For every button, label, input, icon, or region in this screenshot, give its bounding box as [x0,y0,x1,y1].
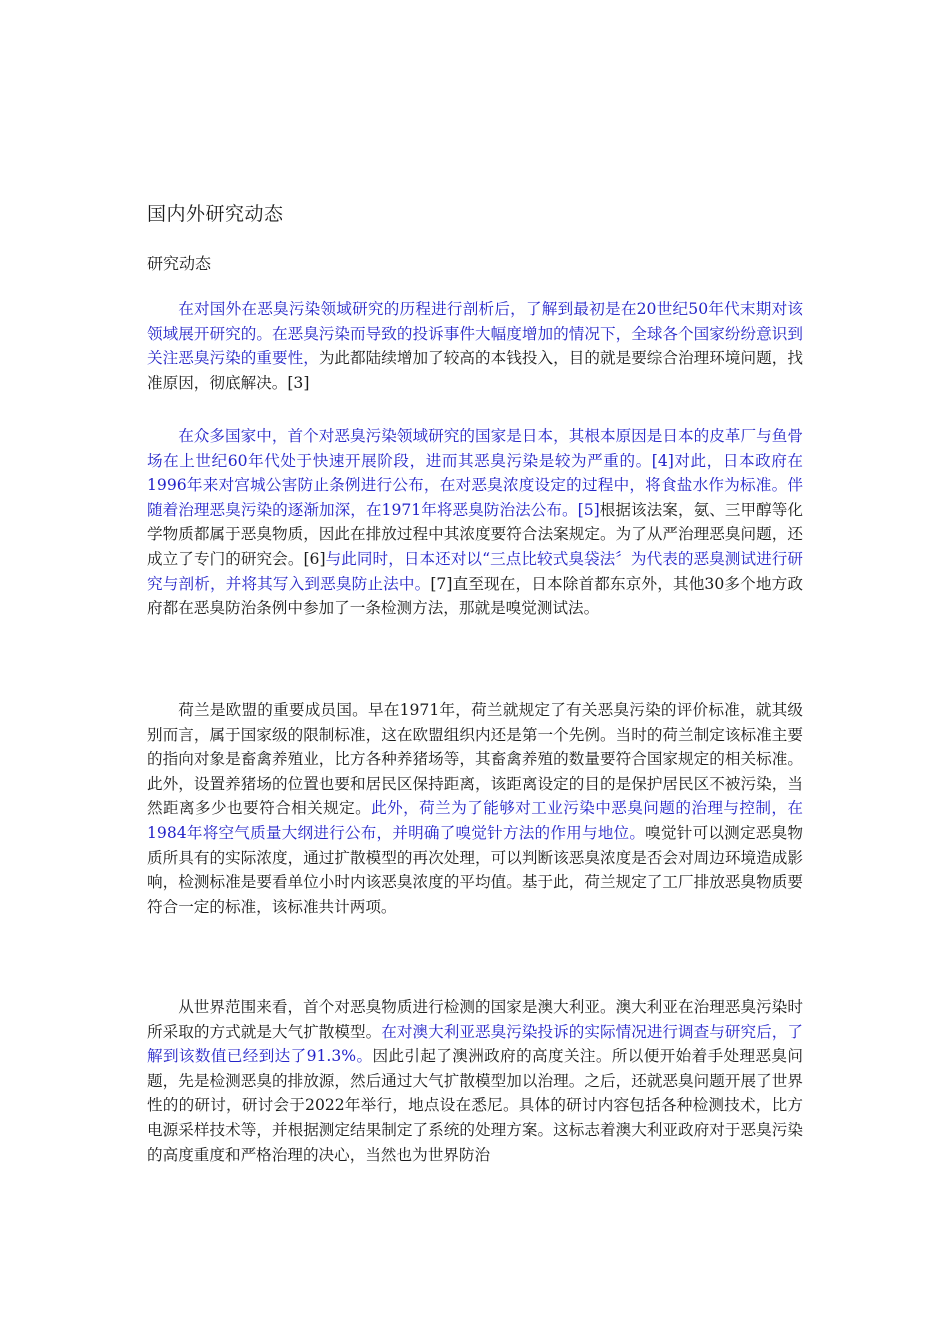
text-segment-highlighted: 此外，荷兰为了能够对工业污染中恶臭问题的治理与控制，在1984年将空气质量大纲进行公布，并明确了嗅觉针方法的作用与地位。 [147,799,803,842]
paragraph-japan [147,424,803,621]
text-segment: 从世界范围来看，首个对恶臭物质进行检测的国家是澳大利亚。澳大利亚在治理恶臭污染时所采取的方式就是大气扩散模型。 [147,998,803,1041]
text-segment: 因此引起了澳洲政府的高度关注。所以便开始着手处理恶臭问题，先是检测恶臭的排放源，然后通过大气扩散模型加以治理。之后，还就恶臭问题开展了世界性的的研讨，研讨会于2022年举行，地点设在悉尼。具体的研讨内容包括各种检测技术，比方电源采样技术等，并根据测定结果制定了系统的处理方案。这标志着澳大利亚政府对于恶臭污染的高度重度和严格治理的决心，当然也为世界防治 [147,1047,803,1164]
text-segment-highlighted: 在对国外在恶臭污染领域研究的历程进行剖析后，了解到最初是在20世纪50年代末期对该领域展开研究的。在恶臭污染而导致的投诉事件大幅度增加的情况下，全球各个国家纷纷意识到关注恶臭污染的重要性， [147,300,803,368]
text-segment: [7]直至现在，日本除首都东京外，其他30多个地方政府都在恶臭防治条例中参加了一条检测方法，那就是嗅觉测试法。 [147,574,803,618]
section-heading: 国内外研究动态 [147,203,284,225]
text-segment-highlighted: 在众多国家中，首个对恶臭污染领域研究的国家是日本，其根本原因是日本的皮革厂与鱼骨场在上世纪60年代处于快速开展阶段，进而其恶臭污染是较为严重的。[4]对此，日本政府在1996年来对宫城公害防止条例进行公布，在对恶臭浓度设定的过程中，将食盐水作为标准。伴随着治理恶臭污染的逐渐加深，在1971年将恶臭防治法公布。[5] [147,427,803,519]
paragraph-overview [147,297,803,395]
text-segment: 为此都陆续增加了较高的本钱投入，目的就是要综合治理环境问题，找准原因，彻底解决。[3] [147,349,803,392]
text-segment: 根据该法案，氨、三甲醇等化学物质都属于恶臭物质，因此在排放过程中其浓度要符合法案规定。为了从严治理恶臭问题，还成立了专门的研究会。[6] [147,500,803,568]
text-segment-highlighted: 在对澳大利亚恶臭污染投诉的实际情况进行调查与研究后，了解到该数值已经到达了91.3%。 [147,1022,803,1066]
text-segment-highlighted: 与此同时，日本还对以“三点比较式臭袋法〞为代表的恶臭测试进行研究与剖析，并将其写入到恶臭防止法中。 [147,549,803,593]
paragraph-netherlands [147,698,803,919]
text-segment: 嗅觉针可以测定恶臭物质所具有的实际浓度，通过扩散模型的再次处理，可以判断该恶臭浓度是否会对周边环境造成影响，检测标准是要看单位小时内该恶臭浓度的平均值。基于此，荷兰规定了工厂排放恶臭物质要符合一定的标准，该标准共计两项。 [147,823,803,916]
paragraph-australia [147,995,803,1167]
text-segment: 荷兰是欧盟的重要成员国。早在1971年，荷兰就规定了有关恶臭污染的评价标准，就其级别而言，属于国家级的限制标准，这在欧盟组织内还是第一个先例。当时的荷兰制定该标准主要的指向对象是畜禽养殖业，比方各种养猪场等，其畜禽养殖的数量要符合国家规定的相关标准。此外，设置养猪场的位置也要和居民区保持距离，该距离设定的目的是保护居民区不被污染，当然距离多少也要符合相关规定。 [147,701,803,818]
subsection-heading: 研究动态 [147,254,212,273]
